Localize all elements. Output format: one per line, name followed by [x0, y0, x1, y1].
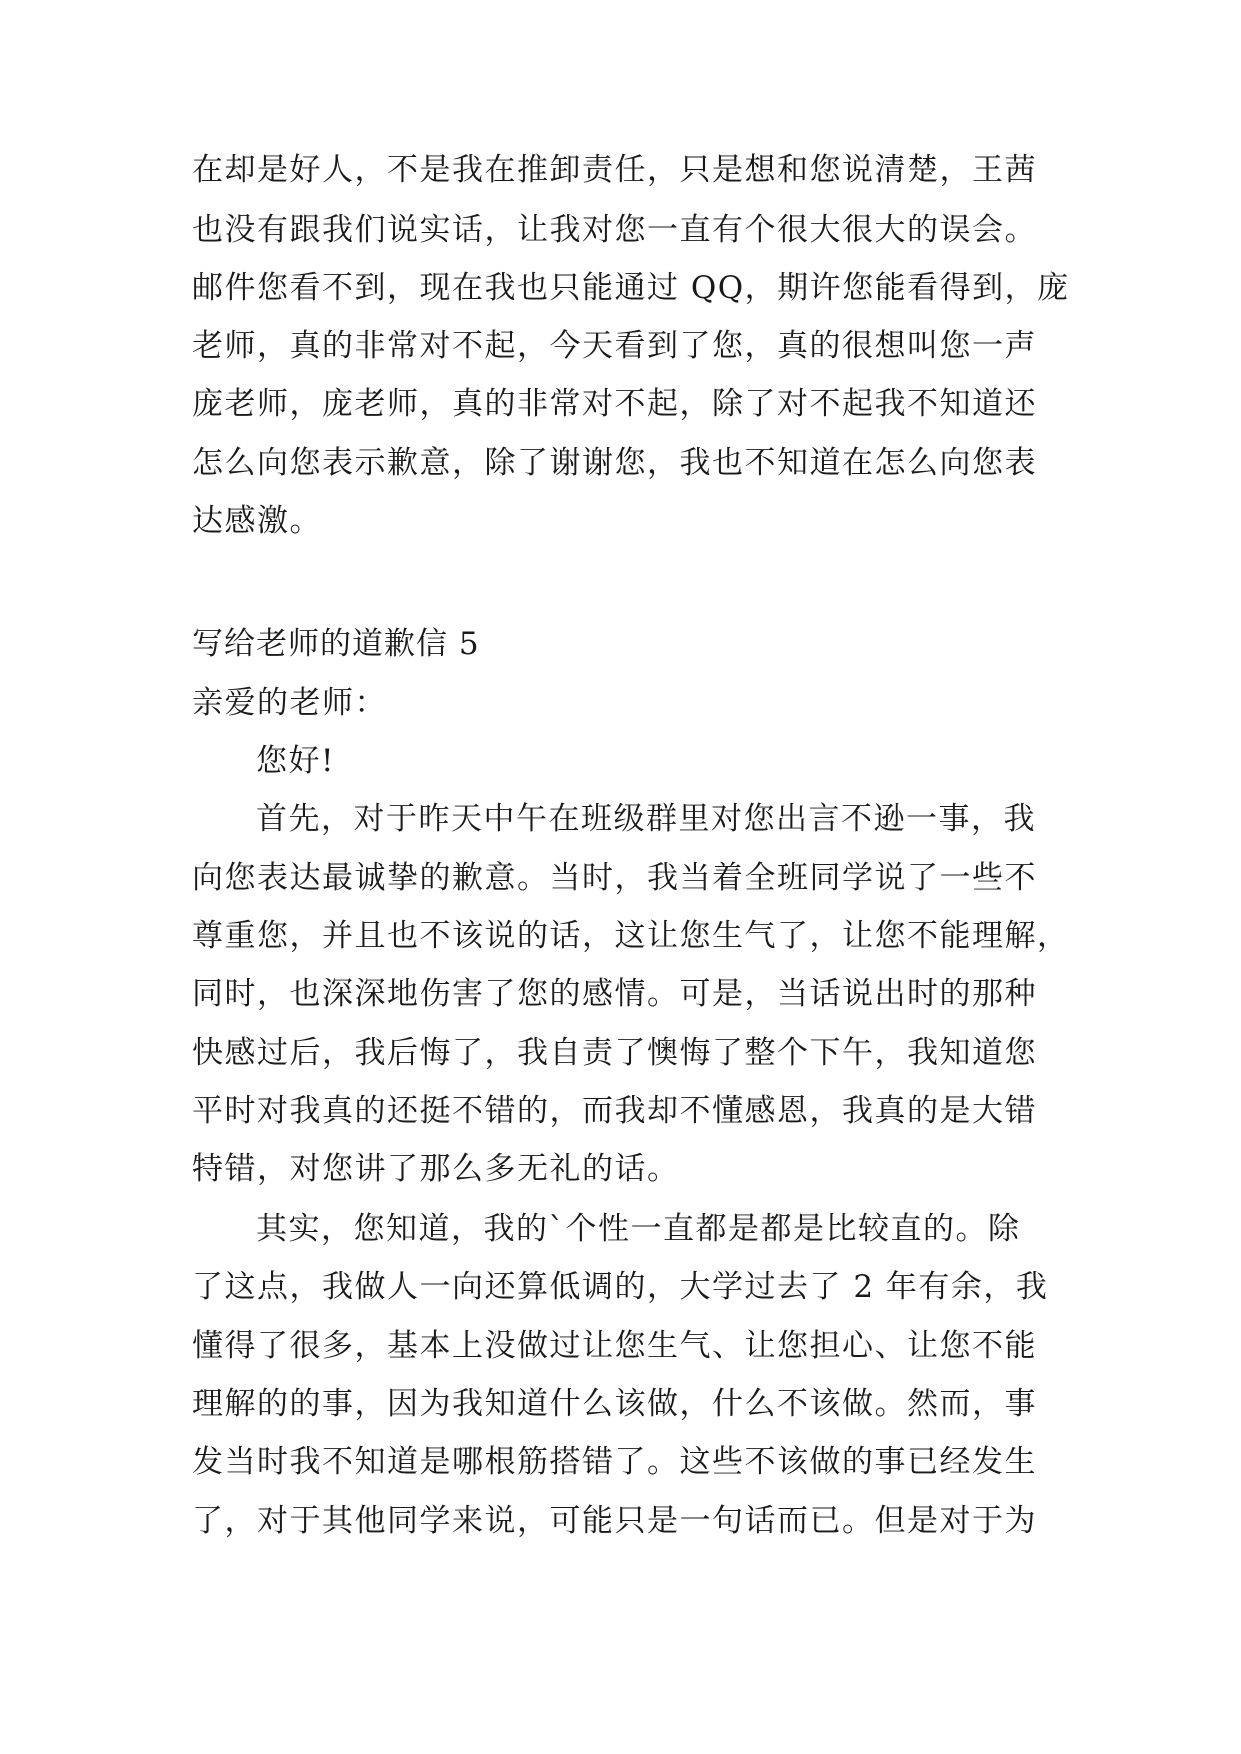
salutation: 亲爱的老师：: [192, 685, 387, 721]
paragraph-line: 也没有跟我们说实话，让我对您一直有个很大很大的误会。: [192, 212, 1037, 248]
paragraph-line: 懂得了很多，基本上没做过让您生气、让您担心、让您不能: [192, 1328, 1037, 1364]
paragraph-line: 特错，对您讲了那么多无礼的话。: [192, 1151, 680, 1187]
paragraph-line: 老师，真的非常对不起，今天看到了您，真的很想叫您一声: [192, 328, 1037, 364]
paragraph-line: 达感激。: [192, 503, 322, 539]
paragraph-line: 怎么向您表示歉意，除了谢谢您，我也不知道在怎么向您表: [192, 445, 1037, 481]
paragraph-line: 理解的的事，因为我知道什么该做，什么不该做。然而，事: [192, 1386, 1037, 1422]
paragraph-line: 了，对于其他同学来说，可能只是一句话而已。但是对于为: [192, 1503, 1037, 1539]
paragraph-line: 平时对我真的还挺不错的，而我却不懂感恩，我真的是大错: [192, 1093, 1037, 1129]
paragraph-line: 了这点，我做人一向还算低调的，大学过去了 2 年有余，我: [192, 1269, 1049, 1305]
paragraph-line: 邮件您看不到，现在我也只能通过 QQ，期许您能看得到，庞: [192, 270, 1070, 306]
section-title: 写给老师的道歉信 5: [192, 626, 480, 662]
paragraph-line: 发当时我不知道是哪根筋搭错了。这些不该做的事已经发生: [192, 1444, 1037, 1480]
paragraph-line: 其实，您知道，我的`个性一直都是都是比较直的。除: [256, 1211, 1021, 1247]
paragraph-line: 庞老师，庞老师，真的非常对不起，除了对不起我不知道还: [192, 386, 1037, 422]
paragraph-line: 首先，对于昨天中午在班级群里对您出言不逊一事，我: [256, 801, 1036, 837]
paragraph-line: 同时，也深深地伤害了您的感情。可是，当话说出时的那种: [192, 976, 1037, 1012]
paragraph-line: 在却是好人，不是我在推卸责任，只是想和您说清楚，王茜: [192, 152, 1037, 188]
paragraph-line: 向您表达最诚挚的歉意。当时，我当着全班同学说了一些不: [192, 860, 1037, 896]
greeting: 您好!: [256, 743, 335, 779]
paragraph-line: 快感过后，我后悔了，我自责了懊悔了整个下午，我知道您: [192, 1035, 1037, 1071]
paragraph-line: 尊重您，并且也不该说的话，这让您生气了，让您不能理解，: [192, 918, 1070, 954]
